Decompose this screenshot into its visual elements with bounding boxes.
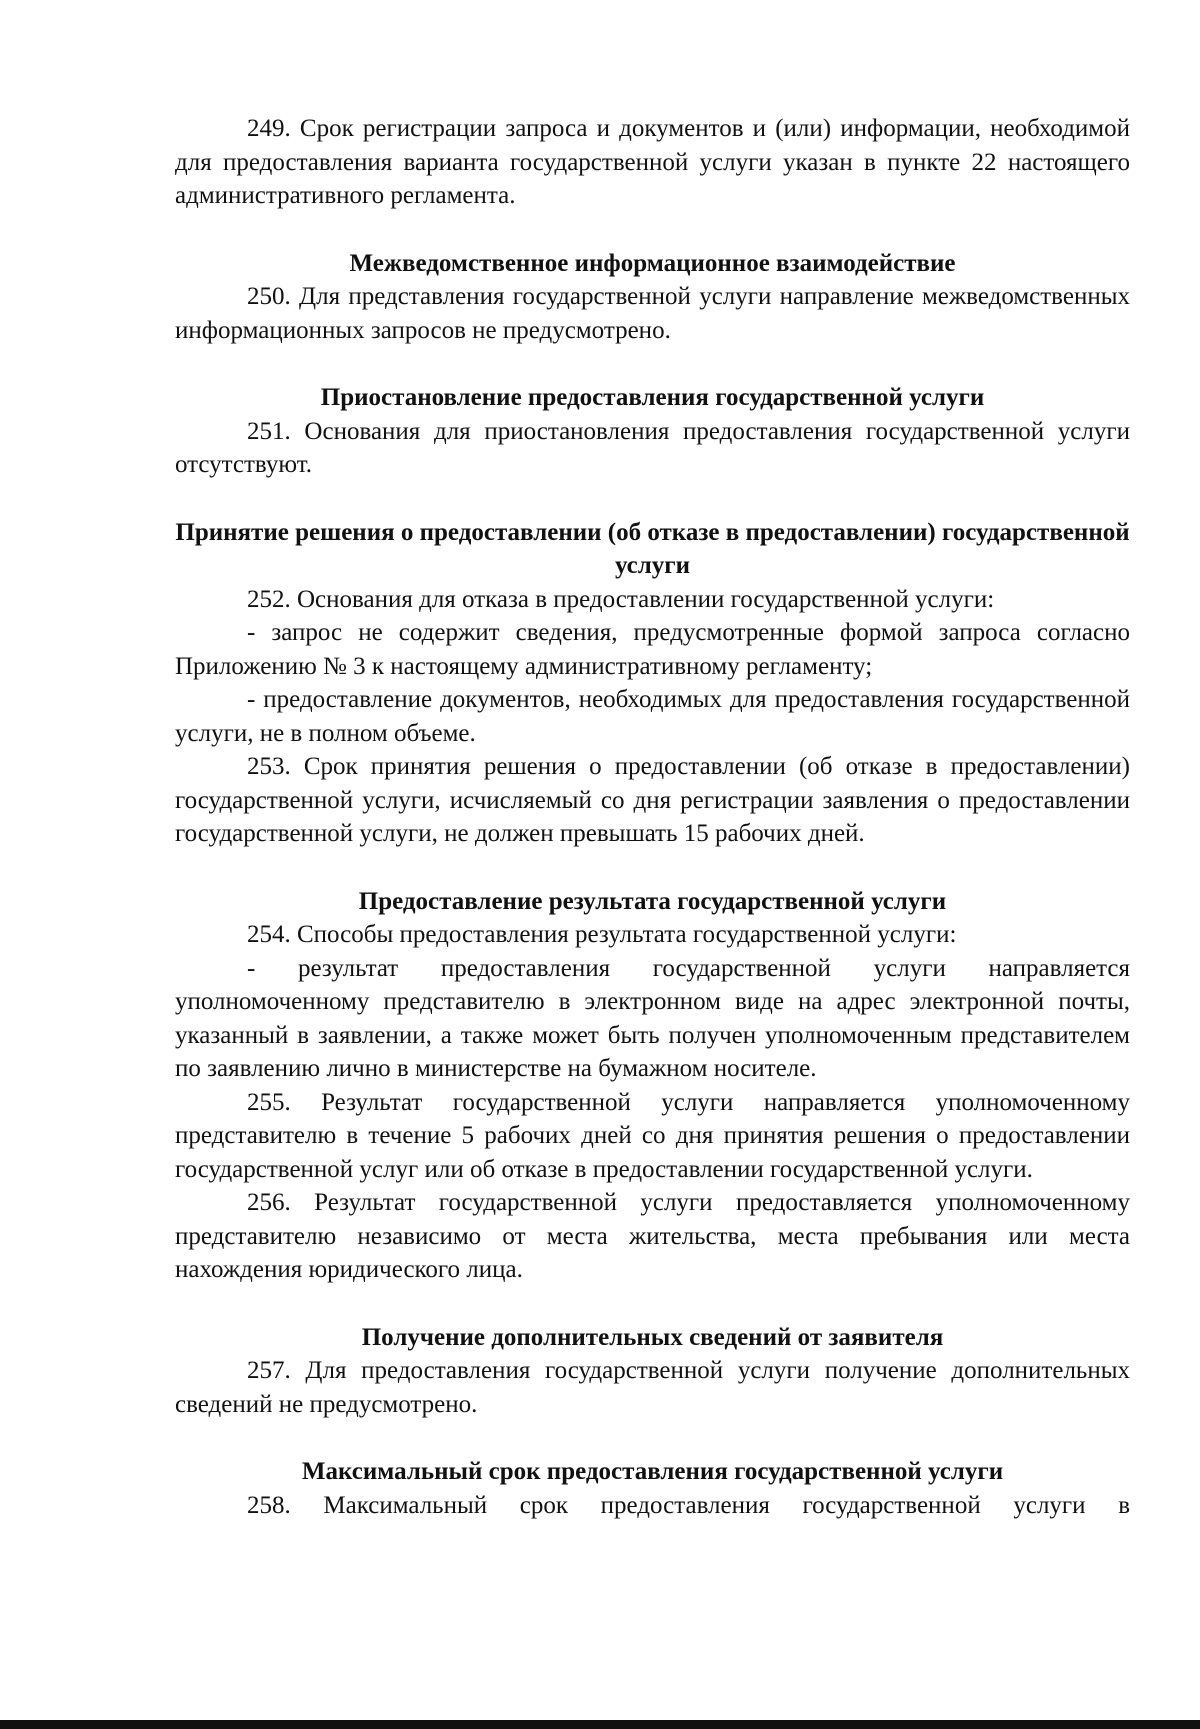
- section-heading: Получение дополнительных сведений от заявителя: [361, 1323, 944, 1351]
- section-heading: Предоставление результата государственной услуги: [358, 887, 947, 915]
- section-spacer: [175, 482, 1130, 516]
- paragraph: - запрос не содержит сведения, предусмотренные формой запроса согласно Приложению № 3 к настоящему административному регламенту;: [175, 619, 1130, 680]
- paragraph: 254. Способы предоставления результата государственной услуги:: [247, 921, 957, 948]
- paragraph: - результат предоставления государственной услуги направляется уполномоченному представителю в электронном виде на адрес электронной почты, указанный в заявлении, а также может быть получен уполномоченным представителем по заявлению лично в министерстве на бумажном носителе.: [175, 954, 1130, 1082]
- section-spacer: [175, 1287, 1130, 1321]
- paragraph: 251. Основания для приостановления предоставления государственной услуги отсутствуют.: [175, 417, 1130, 478]
- paragraph: 250. Для представления государственной услуги направление межведомственных информационных запросов не предусмотрено.: [175, 283, 1130, 344]
- section-spacer: [175, 213, 1130, 247]
- section-spacer: [175, 851, 1130, 885]
- paragraph: 252. Основания для отказа в предоставлении государственной услуги:: [247, 585, 995, 613]
- document-page: [175, 112, 1130, 1522]
- paragraph: 249. Срок регистрации запроса и документов и (или) информации, необходимой для предоставления варианта государственной услуги указан в пункте 22 настоящего административного регламента.: [175, 115, 1130, 209]
- paragraph: 253. Срок принятия решения о предоставлении (об отказе в предоставлении) государственной услуги, исчисляемый со дня регистрации заявления о предоставлении государственной услуги, не должен превышать 15 рабочих дней.: [175, 753, 1130, 847]
- section-heading: Принятие решения о предоставлении (об отказе в предоставлении) государственной услуги: [175, 518, 1130, 579]
- section-heading: Межведомственное информационное взаимодействие: [349, 249, 956, 277]
- section-heading: Максимальный срок предоставления государственной услуги: [301, 1458, 1004, 1485]
- paragraph: - предоставление документов, необходимых для предоставления государственной услуги, не в полном объеме.: [175, 686, 1130, 747]
- section-heading: Приостановление предоставления государственной услуги: [320, 384, 985, 411]
- section-spacer: [175, 1421, 1130, 1455]
- paragraph: 258. Максимальный срок предоставления государственной услуги в: [247, 1491, 1130, 1519]
- section-spacer: [175, 347, 1130, 381]
- paragraph: 255. Результат государственной услуги направляется уполномоченному представителю в течение 5 рабочих дней со дня принятия решения о предоставлении государственной услуг или об отказе в предоставлении государственной услуги.: [175, 1088, 1130, 1183]
- paragraph: 257. Для предоставления государственной услуги получение дополнительных сведений не предусмотрено.: [175, 1357, 1130, 1418]
- paragraph: 256. Результат государственной услуги предоставляется уполномоченному представителю независимо от места жительства, места пребывания или места нахождения юридического лица.: [175, 1189, 1130, 1283]
- bottom-border-line: [0, 1720, 1200, 1729]
